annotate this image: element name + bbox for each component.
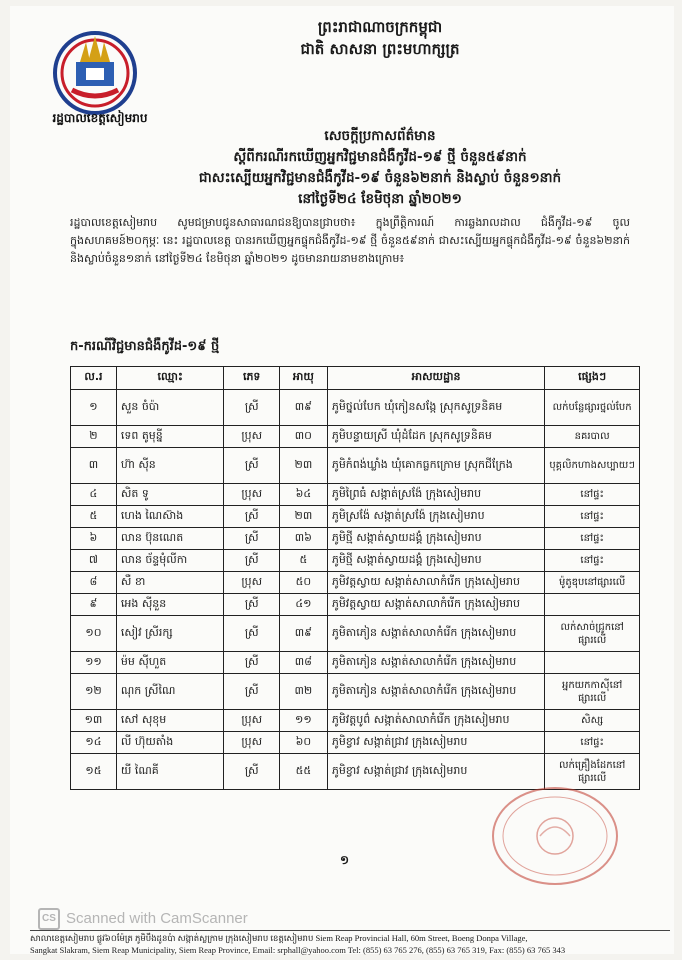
col-header-sex: ភេទ bbox=[224, 367, 279, 390]
sex-cell: ស្រី bbox=[224, 506, 279, 528]
patient-name-cell: ណុក ស្រីណៃ bbox=[116, 674, 224, 710]
address-cell: ភូមិស្រង៉ែ សង្កាត់ស្រង៉ែ ក្រុងសៀមរាប bbox=[327, 506, 544, 528]
row-number-cell: ៨ bbox=[71, 572, 117, 594]
provincial-logo bbox=[50, 28, 140, 118]
sex-cell: ស្រី bbox=[224, 550, 279, 572]
age-cell: ២៣ bbox=[279, 448, 327, 484]
sex-cell: ប្រុស bbox=[224, 710, 279, 732]
table-row bbox=[71, 390, 640, 426]
table-row bbox=[71, 484, 640, 506]
sex-cell: ប្រុស bbox=[224, 572, 279, 594]
address-cell: ភូមិវត្តបូព៌ សង្កាត់សាលាកំរើក ក្រុងសៀមរាប bbox=[327, 710, 544, 732]
table-row bbox=[71, 594, 640, 616]
patient-name-cell: លាន ប៊ុនណេត bbox=[116, 528, 224, 550]
footer-line2: Sangkat Slakram, Siem Reap Municipality, Siem Reap Province, Email: srphall@yahoo.com Tel: (855) 63 765 276, (855) 63 765 319, Fax: (855) 63 765 343 bbox=[30, 945, 566, 955]
table-row bbox=[71, 572, 640, 594]
scanner-watermark bbox=[38, 908, 248, 930]
note-cell: បុគ្គលិកហាងសប្បាយៗ bbox=[545, 448, 640, 484]
table-row bbox=[71, 616, 640, 652]
announcement-title bbox=[160, 126, 600, 210]
note-cell: នៅផ្ទះ bbox=[545, 550, 640, 572]
note-cell bbox=[545, 652, 640, 674]
row-number-cell: ២ bbox=[71, 426, 117, 448]
col-header-number: ល.រ bbox=[71, 367, 117, 390]
sex-cell: ស្រី bbox=[224, 754, 279, 790]
kingdom-motto bbox=[260, 16, 500, 60]
row-number-cell: ៧ bbox=[71, 550, 117, 572]
title-line4: នៅថ្ងៃទី២៤ ខែមិថុនា ឆ្នាំ២០២១ bbox=[298, 191, 462, 207]
sex-cell: ប្រុស bbox=[224, 484, 279, 506]
patient-name-cell: យី ណៃគី bbox=[116, 754, 224, 790]
row-number-cell: ១៥ bbox=[71, 754, 117, 790]
note-cell: ម៉ូតូឌុបនៅផ្សារលើ bbox=[545, 572, 640, 594]
patient-name-cell: សួន ចំប៉ា bbox=[116, 390, 224, 426]
age-cell: ៥០ bbox=[279, 572, 327, 594]
address-cell: ភូមិថ្នល់បែក ឃុំកៀនសង្កែ ស្រុកសូទ្រនិគម bbox=[327, 390, 544, 426]
note-cell: នៅផ្ទះ bbox=[545, 506, 640, 528]
kingdom-line1: ព្រះរាជាណាចក្រកម្ពុជា bbox=[317, 18, 443, 36]
col-header-age: អាយុ bbox=[279, 367, 327, 390]
sex-cell: ប្រុស bbox=[224, 426, 279, 448]
address-cell: ភូមិកំពង់ឃ្លាំង ឃុំគោកធ្លកក្រោម ស្រុកជីក្រែង bbox=[327, 448, 544, 484]
row-number-cell: ៣ bbox=[71, 448, 117, 484]
title-line2: ស្តីពីករណីរកឃើញអ្នកវិជ្ជមានជំងឺកូវីដ-១៩ ថ្មី ចំនួន៥៩នាក់ bbox=[233, 149, 527, 165]
age-cell: ៣៩ bbox=[279, 390, 327, 426]
patient-name-cell: ហ៊ា ស៊ីន bbox=[116, 448, 224, 484]
row-number-cell: ៦ bbox=[71, 528, 117, 550]
address-cell: ភូមិតាភៀន សង្កាត់សាលាកំរើក ក្រុងសៀមរាប bbox=[327, 652, 544, 674]
address-cell: ភូមិខ្វាវ សង្កាត់ជ្រាវ ក្រុងសៀមរាប bbox=[327, 754, 544, 790]
kingdom-line2: ជាតិ សាសនា ព្រះមហាក្សត្រ bbox=[300, 40, 460, 58]
table-row bbox=[71, 674, 640, 710]
intro-paragraph: រដ្ឋបាលខេត្តសៀមរាប សូមជម្រាបជូនសាធារណជនឱ្យបានជ្រាបថា៖ ក្នុងព្រឹត្តិការណ៍ ការឆ្លងរាលដាល ជំងឺកូវីដ-១៩ ចូលក្នុងសហគមន៍២០កុម្ភៈ នេះ រដ្ឋបាលខេត្ត បានរកឃើញអ្នកផ្ទុកជំងឺកូវីដ-១៩ ថ្មី ចំនួន៥៩នាក់ ជាសះស្បើយអ្នកផ្ទុកជំងឺកូវីដ-១៩ ចំនួន៦២នាក់ និងស្លាប់ចំនួន១នាក់ នៅថ្ងៃទី២៤ ខែមិថុនា ឆ្នាំ២០២១ ដូចមានរាយនាមខាងក្រោម៖ bbox=[70, 216, 630, 265]
table-row bbox=[71, 426, 640, 448]
table-row bbox=[71, 448, 640, 484]
address-cell: ភូមិតាភៀន សង្កាត់សាលាកំរើក ក្រុងសៀមរាប bbox=[327, 674, 544, 710]
page-number: ១ bbox=[340, 853, 350, 867]
official-seal-stamp bbox=[480, 778, 630, 888]
age-cell: ៥ bbox=[279, 550, 327, 572]
age-cell: ៣៩ bbox=[279, 616, 327, 652]
address-cell: ភូមិថ្មី សង្កាត់ស្វាយដង្គំ ក្រុងសៀមរាប bbox=[327, 550, 544, 572]
table-row bbox=[71, 528, 640, 550]
row-number-cell: ៤ bbox=[71, 484, 117, 506]
patient-name-cell: សិត ទូ bbox=[116, 484, 224, 506]
patient-name-cell: អេង ស៊ីនួន bbox=[116, 594, 224, 616]
patient-name-cell: ម៉ម ស៊ីហួត bbox=[116, 652, 224, 674]
age-cell: ២៣ bbox=[279, 506, 327, 528]
sex-cell: ស្រី bbox=[224, 528, 279, 550]
table-row bbox=[71, 506, 640, 528]
note-cell: នៅផ្ទះ bbox=[545, 732, 640, 754]
patient-name-cell: សឺ ខា bbox=[116, 572, 224, 594]
title-line3: ជាសះស្បើយអ្នកវិជ្ជមានជំងឺកូវីដ-១៩ ចំនួន៦២នាក់ និងស្លាប់ ចំនួន១នាក់ bbox=[198, 170, 562, 186]
patient-name-cell: ទេព តូមុន្នី bbox=[116, 426, 224, 448]
address-cell: ភូមិព្រៃធំ សង្កាត់ស្រង៉ែ ក្រុងសៀមរាប bbox=[327, 484, 544, 506]
patient-name-cell: សៀវ ស្រីរក្ស bbox=[116, 616, 224, 652]
sex-cell: ស្រី bbox=[224, 616, 279, 652]
age-cell: ៤១ bbox=[279, 594, 327, 616]
table-row bbox=[71, 732, 640, 754]
camscanner-icon: CS bbox=[38, 908, 60, 930]
address-cell: ភូមិបន្ទាយស្រី ឃុំដំដែក ស្រុកសូទ្រនិគម bbox=[327, 426, 544, 448]
address-cell: ភូមិតាភៀន សង្កាត់សាលាកំរើក ក្រុងសៀមរាប bbox=[327, 616, 544, 652]
note-cell: នៅផ្ទះ bbox=[545, 528, 640, 550]
sex-cell: ប្រុស bbox=[224, 732, 279, 754]
age-cell: ១១ bbox=[279, 710, 327, 732]
address-cell: ភូមិខ្វាវ សង្កាត់ជ្រាវ ក្រុងសៀមរាប bbox=[327, 732, 544, 754]
document-page bbox=[10, 6, 674, 954]
note-cell: លក់បន្លែផ្សារថ្នល់បែក bbox=[545, 390, 640, 426]
col-header-note: ផ្សេងៗ bbox=[545, 367, 640, 390]
row-number-cell: ៩ bbox=[71, 594, 117, 616]
sex-cell: ស្រី bbox=[224, 390, 279, 426]
row-number-cell: ១២ bbox=[71, 674, 117, 710]
note-cell: សិស្ស bbox=[545, 710, 640, 732]
footer-line1: សាលាខេត្តសៀមរាប ផ្លូវ៦០ម៉ែត្រ ភូមិបឹងដូនប៉ា សង្កាត់ស្លក្រាម ក្រុងសៀមរាប ខេត្តសៀមរាប Siem Reap Provincial Hall, 60m Street, Boeng Donpa Village, bbox=[30, 933, 528, 943]
age-cell: ៥៥ bbox=[279, 754, 327, 790]
row-number-cell: ១០ bbox=[71, 616, 117, 652]
table-row bbox=[71, 550, 640, 572]
sex-cell: ស្រី bbox=[224, 594, 279, 616]
patient-name-cell: លាន ច័ន្ទមុំលីកា bbox=[116, 550, 224, 572]
row-number-cell: ១៣ bbox=[71, 710, 117, 732]
sex-cell: ស្រី bbox=[224, 652, 279, 674]
note-cell: អ្នកយកកាសុីនៅផ្សារលើ bbox=[545, 674, 640, 710]
address-cell: ភូមិវត្តស្វាយ សង្កាត់សាលាកំរើក ក្រុងសៀមរាប bbox=[327, 594, 544, 616]
section-heading: ក-ករណីវិជ្ជមានជំងឺកូវីដ-១៩ ថ្មី bbox=[70, 339, 220, 354]
footer-address bbox=[30, 932, 670, 956]
age-cell: ៦០ bbox=[279, 732, 327, 754]
age-cell: ៣០ bbox=[279, 426, 327, 448]
table-row bbox=[71, 652, 640, 674]
age-cell: ៣៦ bbox=[279, 528, 327, 550]
cases-table bbox=[70, 366, 640, 790]
note-cell bbox=[545, 594, 640, 616]
col-header-address: អាសយដ្ឋាន bbox=[327, 367, 544, 390]
patient-name-cell: សៅ សុខុម bbox=[116, 710, 224, 732]
sex-cell: ស្រី bbox=[224, 448, 279, 484]
age-cell: ៦៤ bbox=[279, 484, 327, 506]
patient-name-cell: លី ហ៊ុយតាំង bbox=[116, 732, 224, 754]
row-number-cell: ១ bbox=[71, 390, 117, 426]
row-number-cell: ១១ bbox=[71, 652, 117, 674]
ministry-name: រដ្ឋបាលខេត្តសៀមរាប bbox=[52, 111, 148, 125]
note-cell: លក់សាច់ជ្រូកនៅផ្សារលើ bbox=[545, 616, 640, 652]
address-cell: ភូមិថ្មី សង្កាត់ស្វាយដង្គំ ក្រុងសៀមរាប bbox=[327, 528, 544, 550]
age-cell: ៣៨ bbox=[279, 652, 327, 674]
table-header-row bbox=[71, 367, 640, 390]
note-cell: នៅផ្ទះ bbox=[545, 484, 640, 506]
row-number-cell: ១៤ bbox=[71, 732, 117, 754]
footer-divider bbox=[30, 930, 670, 931]
patient-name-cell: ហេង ណៃស៊ាង bbox=[116, 506, 224, 528]
address-cell: ភូមិវត្តស្វាយ សង្កាត់សាលាកំរើក ក្រុងសៀមរាប bbox=[327, 572, 544, 594]
title-line1: សេចក្តីប្រកាសព័ត៌មាន bbox=[324, 128, 436, 144]
note-cell: លក់គ្រឿងដែកនៅផ្សារលើ bbox=[545, 754, 640, 790]
col-header-name: ឈ្មោះ bbox=[116, 367, 224, 390]
note-cell: នគរបាល bbox=[545, 426, 640, 448]
row-number-cell: ៥ bbox=[71, 506, 117, 528]
watermark-text: Scanned with CamScanner bbox=[66, 909, 248, 927]
age-cell: ៣២ bbox=[279, 674, 327, 710]
sex-cell: ស្រី bbox=[224, 674, 279, 710]
table-row bbox=[71, 710, 640, 732]
